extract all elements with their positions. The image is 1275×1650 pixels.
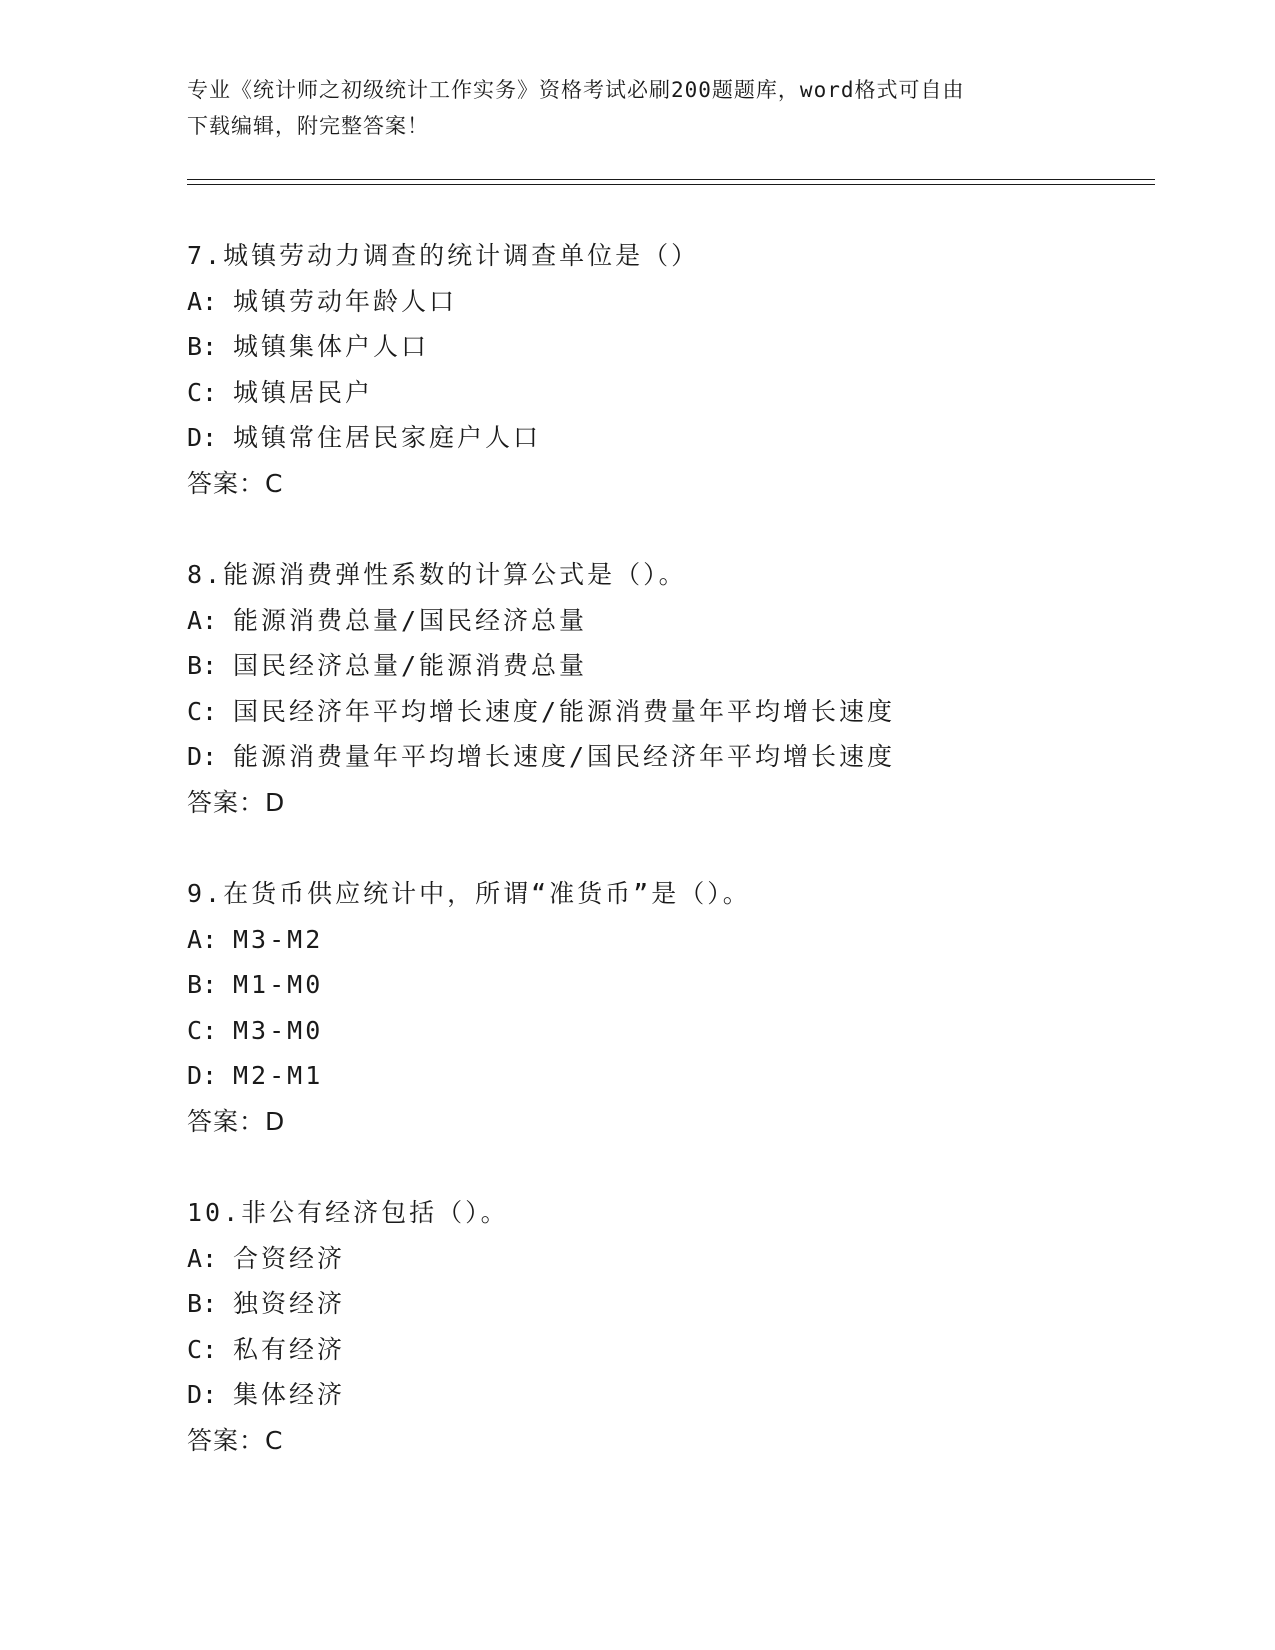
option-c bbox=[187, 1327, 1187, 1373]
option-text: 城镇劳动年龄人口 bbox=[233, 286, 458, 316]
question-9 bbox=[187, 871, 1187, 1144]
option-text: 国民经济年平均增长速度/能源消费量年平均增长速度 bbox=[233, 696, 896, 726]
question-10 bbox=[187, 1190, 1187, 1463]
option-text: 私有经济 bbox=[233, 1334, 346, 1364]
option-c bbox=[187, 689, 1187, 735]
option-letter: B: bbox=[187, 1289, 218, 1318]
option-text: 集体经济 bbox=[233, 1380, 346, 1409]
answer-line: 答案：C bbox=[187, 1425, 284, 1455]
option-letter: D: bbox=[187, 423, 218, 452]
option-letter: A: bbox=[187, 1243, 218, 1273]
option-text: 能源消费量年平均增长速度/国民经济年平均增长速度 bbox=[233, 742, 896, 771]
answer-line: 答案：C bbox=[187, 468, 284, 498]
option-d bbox=[187, 1372, 1187, 1418]
option-b bbox=[187, 643, 1187, 689]
option-a bbox=[187, 1236, 1187, 1282]
option-b bbox=[187, 1281, 1187, 1327]
option-letter: B: bbox=[187, 332, 218, 361]
option-letter: D: bbox=[187, 1380, 218, 1409]
answer-line: 答案：D bbox=[187, 787, 286, 817]
question-8 bbox=[187, 552, 1187, 825]
option-text: 合资经济 bbox=[233, 1243, 346, 1273]
option-letter: C: bbox=[187, 1015, 218, 1045]
option-letter: C: bbox=[187, 1334, 218, 1364]
option-text: 独资经济 bbox=[233, 1289, 346, 1318]
option-letter: A: bbox=[187, 605, 218, 635]
option-letter: C: bbox=[187, 696, 218, 726]
question-stem: 7.城镇劳动力调查的统计调查单位是（） bbox=[187, 241, 700, 270]
header-divider-top bbox=[187, 179, 1155, 180]
option-text: M3-M2 bbox=[233, 924, 324, 954]
question-stem: 8.能源消费弹性系数的计算公式是（）。 bbox=[187, 560, 687, 589]
header-line-2: 下载编辑，附完整答案！ bbox=[187, 114, 429, 138]
option-letter: B: bbox=[187, 651, 218, 680]
option-text: 能源消费总量/国民经济总量 bbox=[233, 605, 588, 635]
option-text: M1-M0 bbox=[233, 970, 324, 999]
option-letter: C: bbox=[187, 377, 218, 407]
option-letter: B: bbox=[187, 970, 218, 999]
option-b bbox=[187, 962, 1187, 1008]
document-header bbox=[187, 72, 1087, 144]
option-d bbox=[187, 734, 1187, 780]
question-stem: 9.在货币供应统计中，所谓“准货币”是（）。 bbox=[187, 879, 751, 908]
option-a bbox=[187, 279, 1187, 325]
option-text: 城镇居民户 bbox=[233, 377, 374, 407]
question-stem: 10.非公有经济包括（）。 bbox=[187, 1198, 509, 1227]
question-7 bbox=[187, 233, 1187, 506]
option-d bbox=[187, 415, 1187, 461]
option-c bbox=[187, 1008, 1187, 1054]
option-a bbox=[187, 598, 1187, 644]
option-letter: D: bbox=[187, 1061, 218, 1090]
option-letter: A: bbox=[187, 286, 218, 316]
option-b bbox=[187, 324, 1187, 370]
option-text: 城镇常住居民家庭户人口 bbox=[233, 423, 542, 452]
option-c bbox=[187, 370, 1187, 416]
option-d bbox=[187, 1053, 1187, 1099]
option-text: M3-M0 bbox=[233, 1015, 324, 1045]
option-text: 国民经济总量/能源消费总量 bbox=[233, 651, 588, 680]
header-line-1: 专业《统计师之初级统计工作实务》资格考试必刷200题题库，word格式可自由 bbox=[187, 78, 965, 102]
option-letter: D: bbox=[187, 742, 218, 771]
option-letter: A: bbox=[187, 924, 218, 954]
option-text: M2-M1 bbox=[233, 1061, 324, 1090]
option-a bbox=[187, 917, 1187, 963]
answer-line: 答案：D bbox=[187, 1106, 286, 1136]
header-divider-bottom bbox=[187, 184, 1155, 185]
option-text: 城镇集体户人口 bbox=[233, 332, 430, 361]
